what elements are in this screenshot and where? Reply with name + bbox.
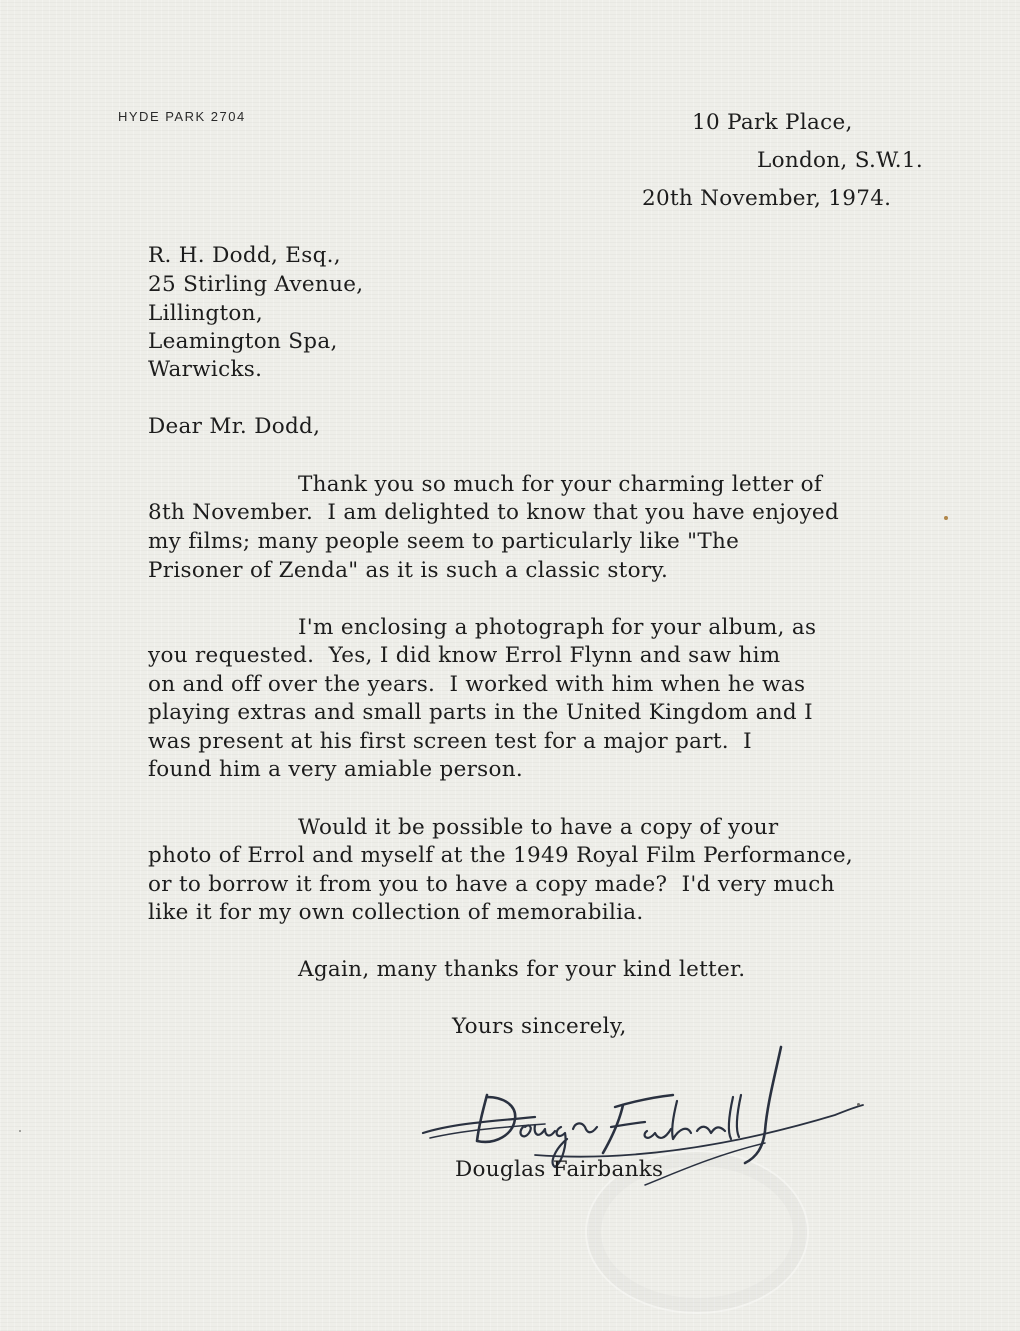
- body-line: I'm enclosing a photograph for your album, as: [298, 615, 817, 640]
- recipient-line-2: 25 Stirling Avenue,: [148, 272, 364, 297]
- closing: Yours sincerely,: [452, 1014, 627, 1039]
- recipient-line-1: R. H. Dodd, Esq.,: [148, 243, 341, 268]
- body-line: Again, many thanks for your kind letter.: [298, 957, 746, 982]
- body-line: like it for my own collection of memorabilia.: [148, 900, 644, 925]
- paper-speck: [857, 1103, 860, 1106]
- body-line: found him a very amiable person.: [148, 757, 524, 782]
- address-line-1: 10 Park Place,: [692, 110, 853, 135]
- address-line-2: London, S.W.1.: [757, 148, 923, 173]
- body-line: Would it be possible to have a copy of your: [298, 815, 779, 840]
- body-line: my films; many people seem to particularly like "The: [148, 529, 740, 554]
- recipient-line-4: Leamington Spa,: [148, 329, 338, 354]
- salutation: Dear Mr. Dodd,: [148, 414, 321, 439]
- body-line: 8th November. I am delighted to know that you have enjoyed: [148, 500, 840, 525]
- recipient-line-5: Warwicks.: [148, 357, 263, 382]
- body-line: you requested. Yes, I did know Errol Flynn and saw him: [148, 643, 781, 668]
- recipient-line-3: Lillington,: [148, 301, 263, 326]
- body-line: photo of Errol and myself at the 1949 Royal Film Performance,: [148, 843, 854, 868]
- body-line: was present at his first screen test for a major part. I: [148, 729, 752, 754]
- letter-date: 20th November, 1974.: [642, 186, 892, 211]
- body-line: Thank you so much for your charming letter of: [298, 472, 823, 497]
- letterhead-phone: HYDE PARK 2704: [118, 109, 246, 124]
- paper-speck: [944, 516, 948, 520]
- body-line: playing extras and small parts in the United Kingdom and I: [148, 700, 813, 725]
- paper-speck: [19, 1130, 21, 1132]
- body-line: on and off over the years. I worked with him when he was: [148, 672, 806, 697]
- signer-name: Douglas Fairbanks: [455, 1157, 664, 1182]
- body-line: or to borrow it from you to have a copy made? I'd very much: [148, 872, 835, 897]
- body-line: Prisoner of Zenda" as it is such a classic story.: [148, 558, 669, 583]
